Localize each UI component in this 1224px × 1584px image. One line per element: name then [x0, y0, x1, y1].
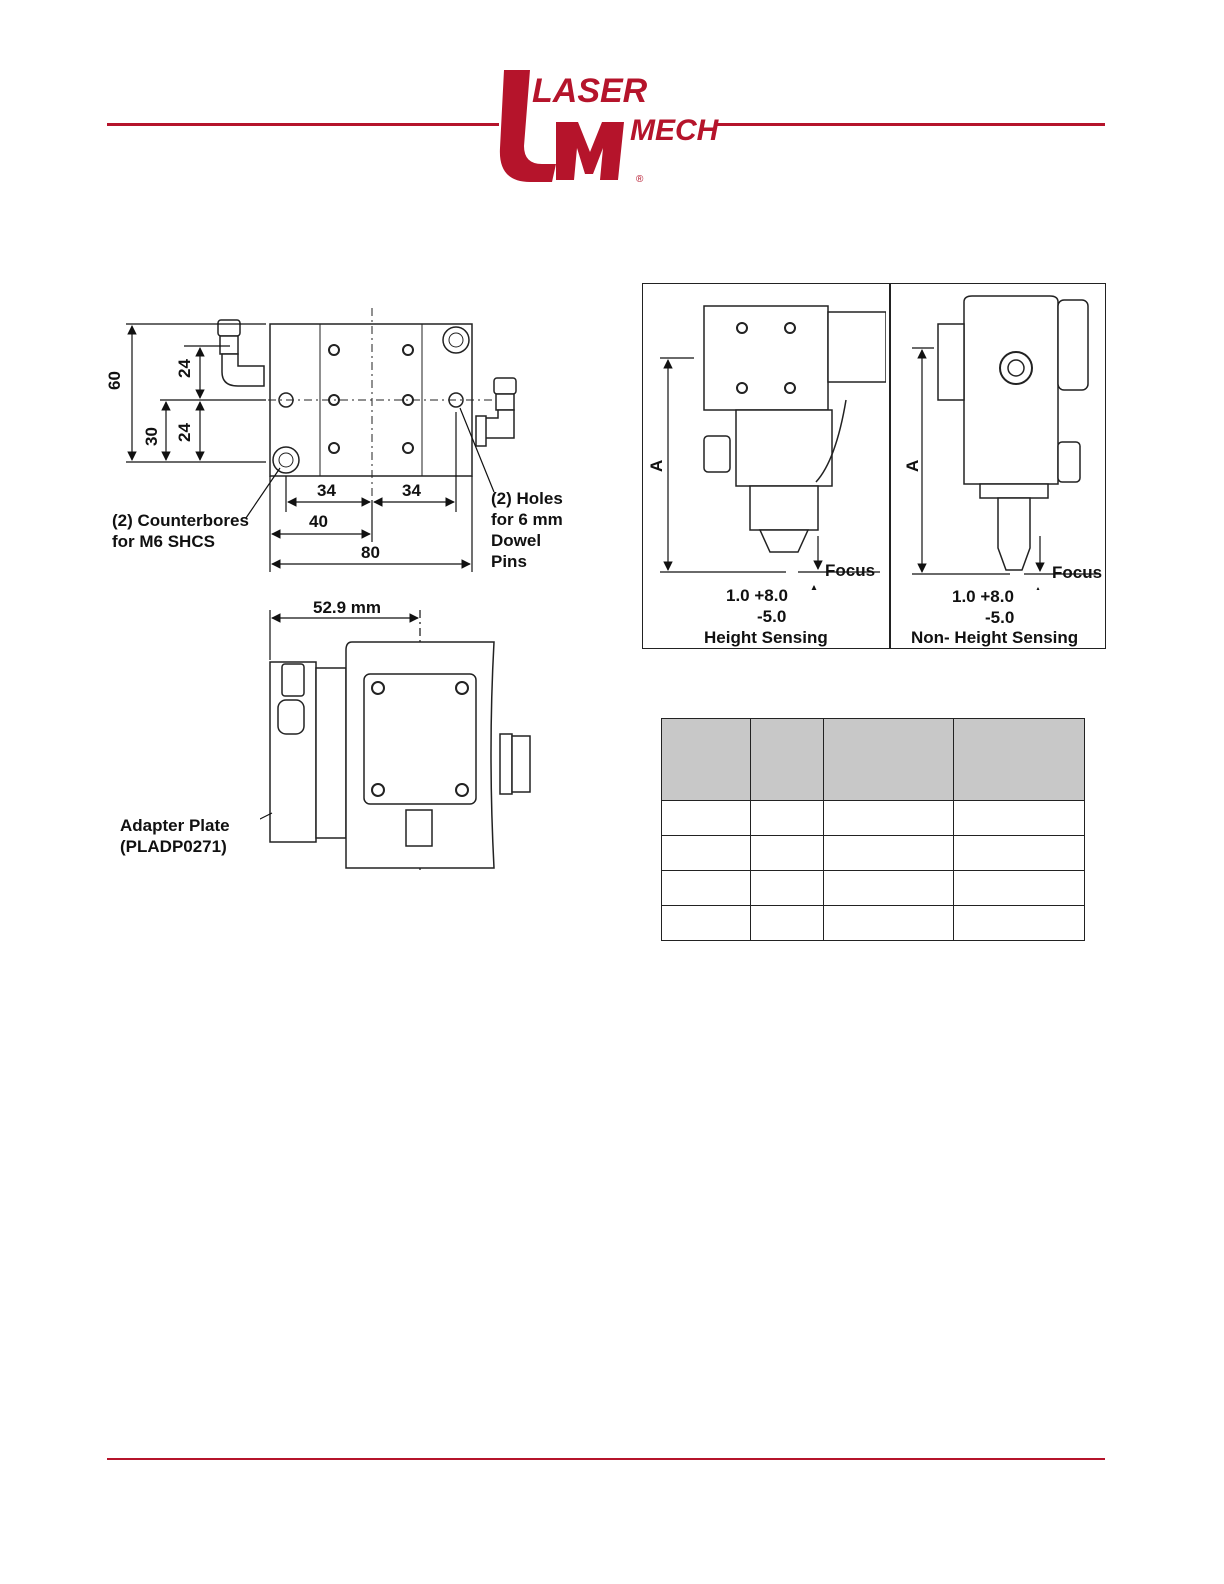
- dim-34-left: 34: [317, 481, 336, 500]
- dim-80: 80: [361, 543, 380, 562]
- table-cell: [750, 906, 823, 941]
- left-dim-a: A: [647, 459, 666, 472]
- table-cell: [750, 801, 823, 836]
- holes-line3: Dowel: [491, 531, 542, 550]
- table-cell: [954, 836, 1085, 871]
- table-cell: [954, 871, 1085, 906]
- spec-table: [661, 718, 1085, 941]
- header-rule-right: [714, 123, 1105, 126]
- table-cell: [823, 906, 954, 941]
- counterbores-line1: (2) Counterbores: [112, 511, 249, 530]
- dowel-holes-label: [491, 488, 563, 572]
- spec-header-cell: [823, 719, 954, 801]
- dim-24-bottom: 24: [175, 423, 194, 442]
- spec-table-header-row: [662, 719, 1085, 801]
- spec-header-cell: [750, 719, 823, 801]
- table-row: [662, 906, 1085, 941]
- dim-24-top: 24: [175, 359, 194, 378]
- dim-30: 30: [142, 427, 161, 446]
- right-tol-line2: -5.0: [985, 608, 1015, 627]
- counterbores-line2: for M6 SHCS: [112, 532, 215, 551]
- left-tol-line1: 1.0 +8.0: [726, 586, 788, 605]
- table-row: [662, 801, 1085, 836]
- table-cell: [662, 871, 751, 906]
- heads-panel-divider: [889, 283, 891, 649]
- spec-header-cell: [954, 719, 1085, 801]
- adapter-plate-diagram: [260, 600, 560, 880]
- table-cell: [954, 801, 1085, 836]
- logo-text-top: LASER: [532, 72, 648, 110]
- table-cell: [954, 906, 1085, 941]
- adapter-line2: (PLADP0271): [120, 837, 227, 856]
- lasermech-logo: [490, 62, 720, 186]
- spec-header-cell: [662, 719, 751, 801]
- footer-rule: [107, 1458, 1105, 1460]
- holes-line4: Pins: [491, 552, 527, 571]
- logo-text-bottom: MECH: [630, 114, 719, 147]
- table-cell: [750, 836, 823, 871]
- table-row: [662, 836, 1085, 871]
- table-cell: [662, 836, 751, 871]
- table-cell: [750, 871, 823, 906]
- height-sensing-caption: Height Sensing: [704, 628, 828, 647]
- registered-mark: ®: [636, 174, 644, 185]
- dim-60: 60: [105, 371, 124, 390]
- right-focus-label: Focus: [1052, 563, 1103, 582]
- dim-40: 40: [309, 512, 328, 531]
- right-dim-a: A: [903, 459, 922, 472]
- table-cell: [662, 801, 751, 836]
- holes-line1: (2) Holes: [491, 489, 563, 508]
- adapter-line1: Adapter Plate: [120, 816, 230, 835]
- table-row: [662, 871, 1085, 906]
- left-focus-label: Focus: [825, 561, 876, 580]
- table-cell: [823, 871, 954, 906]
- non-height-sensing-caption: Non- Height Sensing: [911, 628, 1079, 647]
- table-cell: [823, 801, 954, 836]
- table-cell: [662, 906, 751, 941]
- non-height-sensing-head-drawing: [894, 290, 1104, 590]
- height-sensing-head-drawing: [650, 290, 886, 590]
- left-tol-line2: -5.0: [757, 607, 787, 626]
- dim-34-right: 34: [402, 481, 421, 500]
- dim-52-9: 52.9 mm: [313, 598, 382, 617]
- holes-line2: for 6 mm: [491, 510, 563, 529]
- header-rule-left: [107, 123, 499, 126]
- adapter-plate-label: [120, 815, 230, 857]
- right-tol-line1: 1.0 +8.0: [952, 587, 1014, 606]
- counterbores-label: [112, 510, 249, 552]
- table-cell: [823, 836, 954, 871]
